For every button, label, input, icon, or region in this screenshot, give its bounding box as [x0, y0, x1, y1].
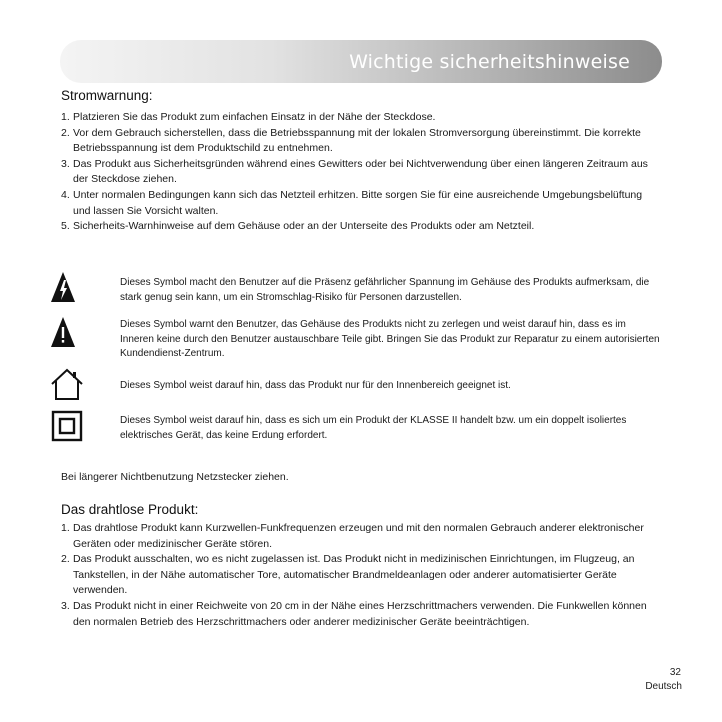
lightning-triangle-icon [50, 270, 94, 306]
power-warning-list [61, 110, 661, 235]
wireless-title: Das drahtlose Produkt: [61, 502, 199, 517]
list-item: 1. Das drahtlose Produkt kann Kurzwellen-Funkfrequenzen erzeugen und mit den normalen Gebrauch anderer elektronischer Geräten oder medizinischer Geräte stören. [61, 522, 644, 550]
list-item: 1. Platzieren Sie das Produkt zum einfachen Einsatz in der Nähe der Steckdose. [61, 111, 436, 123]
unplug-note: Bei längerer Nichtbenutzung Netzstecker ziehen. [61, 471, 289, 483]
page-title: Wichtige sicherheitshinweise [349, 51, 630, 73]
header-bar [60, 40, 662, 83]
exclamation-triangle-icon [50, 315, 94, 351]
symbol-description: Dieses Symbol macht den Benutzer auf die Präsenz gefährlicher Spannung im Gehäuse des Produkts aufmerksam, die stark genug sein kann, um ein Stromschlag-Risiko für Personen darzustellen. [120, 277, 650, 303]
page-language: Deutsch [645, 681, 682, 692]
symbol-description: Dieses Symbol weist darauf hin, dass das Produkt nur für den Innenbereich geeignet ist. [120, 380, 511, 391]
double-square-icon [50, 410, 94, 446]
list-item: 2. Das Produkt ausschalten, wo es nicht zugelassen ist. Das Produkt nicht in medizinischen Einrichtungen, im Flugzeug, an Tankstellen, in der Nähe automatischer Tore, automatischer Brandmeldeanlagen oder anderer automatisierter Geräte verwenden. [61, 553, 635, 597]
house-icon [50, 368, 94, 404]
list-item: 3. Das Produkt aus Sicherheitsgründen während eines Gewitters oder bei Nichtverwendung über einen längeren Zeitraum aus der Steckdose ziehen. [61, 157, 648, 186]
power-warning-title: Stromwarnung: [61, 88, 153, 103]
page-number: 32 [669, 667, 681, 678]
list-item: 3. Das Produkt nicht in einer Reichweite von 20 cm in der Nähe eines Herzschrittmachers verwenden. Die Funkwellen können den normalen Betrieb des Herzschrittmachers oder anderer medizinischer Geräte beeinträchtigen. [61, 599, 647, 628]
list-item: 4. Unter normalen Bedingungen kann sich das Netzteil erhitzen. Bitte sorgen Sie für eine ausreichende Umgebungsbelüftung und lassen Sie Vorsicht walten. [61, 188, 643, 217]
symbol-description: Dieses Symbol weist darauf hin, dass es sich um ein Produkt der KLASSE II handelt bzw. um ein doppelt isoliertes elektrisches Gerät, das keine Erdung erfordert. [120, 415, 627, 441]
wireless-list [61, 521, 661, 630]
symbol-description: Dieses Symbol warnt den Benutzer, das Gehäuse des Produkts nicht zu zerlegen und weist darauf hin, dass es im Inneren keine durch den Benutzer austauschbare Teile gibt. Bringen Sie das Produkt zur Reparatur zu einem autorisierten Kundendienst-Zentrum. [120, 319, 660, 359]
list-item: 5. Sicherheits-Warnhinweise auf dem Gehäuse oder an der Unterseite des Produkts oder am Netzteil. [61, 220, 535, 233]
list-item: 2. Vor dem Gebrauch sicherstellen, dass die Betriebsspannung mit der lokalen Stromversorgung übereinstimmt. Die korrekte Betriebsspannung ist dem Produktschild zu entnehmen. [61, 126, 641, 155]
